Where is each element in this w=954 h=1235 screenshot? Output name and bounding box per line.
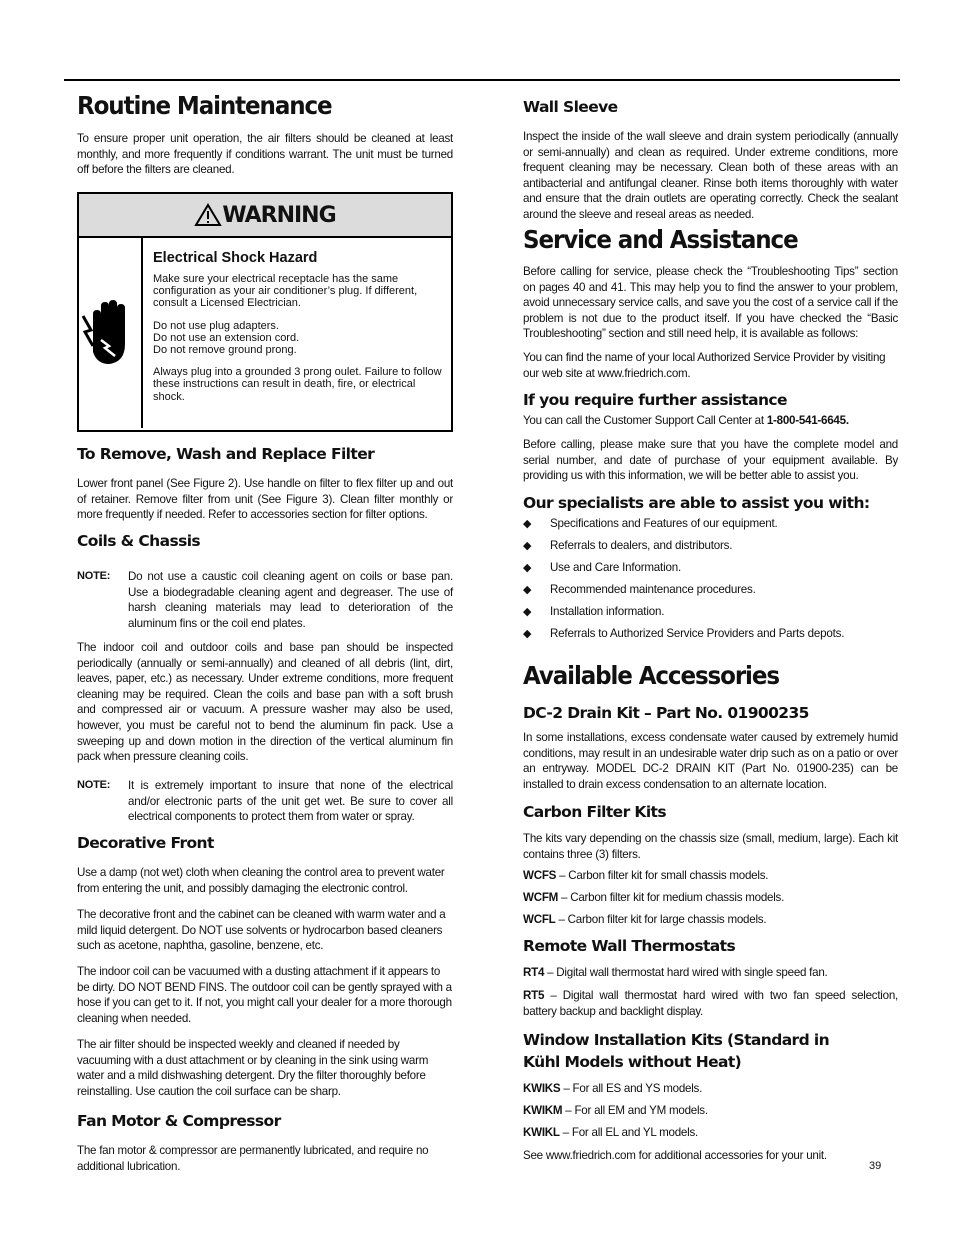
specialists-heading: Our specialists are able to assist you with: — [523, 494, 870, 512]
list-item — [523, 623, 898, 645]
wcfl-line — [523, 912, 766, 928]
page-number: 39 — [869, 1160, 882, 1172]
warning-box — [77, 192, 453, 432]
shock-hand-icon — [79, 238, 143, 428]
rt5-text: – Digital wall thermostat hard wired with two fan speed selection, battery backup and backlight display. — [523, 989, 898, 1018]
decorative-text-2: The decorative front and the cabinet can be cleaned with warm water and a mild liquid detergent. Do NOT use solvents or hydrocarbon based cleaners such as acetone, naphtha, gasoline, benzene, etc. — [77, 908, 446, 953]
bullet-icon: ◆ — [523, 606, 532, 618]
kwikm-text: – For all EM and YM models. — [562, 1104, 708, 1117]
rt4-text: – Digital wall thermostat hard wired with single speed fan. — [544, 966, 828, 979]
wcfm-code: WCFM — [523, 891, 559, 904]
list-item — [523, 579, 898, 601]
warning-header — [79, 194, 451, 238]
coils-note-2 — [77, 778, 453, 825]
list-item-text: Referrals to dealers, and distributors. — [550, 539, 733, 552]
bullet-icon: ◆ — [523, 540, 532, 552]
note-text: Do not use a caustic coil cleaning agent on coils or base pan. Use a biodegradable cleaning agent and degreaser. The use of harsh cleaning materials may lead to deterioration of the aluminum fins or the coil end plates. — [128, 570, 453, 630]
rt5-code: RT5 — [523, 989, 545, 1002]
note-text: It is extremely important to insure that none of the electrical and/or electronic parts of the unit get wet. Be sure to cover all electrical components to protect them from water or spray. — [128, 779, 453, 824]
routine-intro: To ensure proper unit operation, the air filters should be cleaned at least monthly, and more frequently if conditions warrant. The unit must be turned off before the filters are cleaned. — [77, 132, 453, 177]
wcfs-code: WCFS — [523, 869, 557, 882]
specialists-list — [523, 513, 898, 645]
kwiks-code: KWIKS — [523, 1082, 561, 1095]
before-calling-text: Before calling, please make sure that you have the complete model and serial number, and date of purchase of your equipment available. By providing us with this information, we will be better able to assist you. — [523, 438, 898, 483]
see-website-text: See www.friedrich.com for additional accessories for your unit. — [523, 1149, 827, 1162]
kwiks-text: – For all ES and YS models. — [560, 1082, 703, 1095]
wcfl-code: WCFL — [523, 913, 556, 926]
decorative-text-3: The indoor coil can be vacuumed with a dusting attachment if it appears to be dirty. DO NOT BEND FINS. The outdoor coil can be gently sprayed with a hose if you can get to it. If not, you might call your dealer for a more thorough cleaning when needed. — [77, 965, 452, 1025]
service-text-1: Before calling for service, please check the “Troubleshooting Tips” section on pages 40 and 41. This may help you to find the answer to your problem, avoid unnecessary service calls, and save you the cost of a service call if the problem is not due to the product itself. If you have checked the “Basic Troubleshooting” section and still need help, it is available as follows: — [523, 265, 898, 341]
bullet-icon: ◆ — [523, 628, 532, 640]
accessories-title: Available Accessories — [523, 661, 779, 690]
kwiks-line — [523, 1081, 702, 1097]
bullet-icon: ◆ — [523, 584, 532, 596]
wcfs-line — [523, 868, 768, 884]
decorative-text-4: The air filter should be inspected weekly and cleaned if needed by vacuuming with a dust attachment or by cleaning in the sink using warm water and a mild dishwashing detergent. Dry the filter thoroughly before reinstalling. Use caution the coil surface can be sharp. — [77, 1038, 429, 1098]
service-title: Service and Assistance — [523, 225, 798, 254]
kwikm-line — [523, 1103, 708, 1119]
list-item-text: Specifications and Features of our equipment. — [550, 517, 778, 530]
service-text-2: You can find the name of your local Authorized Service Provider by visiting our web site at www.friedrich.com. — [523, 351, 886, 380]
filter-text: Lower front panel (See Figure 2). Use handle on filter to flex filter up and out of retainer. Remove filter from unit (See Figure 3). Clean filter monthly or more frequently if needed. Refer to accessories section for filter options. — [77, 477, 453, 522]
kwikm-code: KWIKM — [523, 1104, 563, 1117]
rt4-line — [523, 965, 898, 981]
list-item-text: Installation information. — [550, 605, 665, 618]
wall-sleeve-text: Inspect the inside of the wall sleeve and drain system periodically (annually or semi-annually) and clean as required. Under extreme conditions, more frequent cleaning may be necessary. Clean both of these areas with an antibacterial and antifungal cleaner. Rinse both items thoroughly with water and ensure that the drain outlets are operating correctly. Check the sealant around the sleeve and reseal areas as needed. — [523, 130, 898, 221]
thermostats-heading: Remote Wall Thermostats — [523, 937, 736, 955]
dc2-text: In some installations, excess condensate water caused by extremely humid conditions, may result in an undesirable water drip such as on a patio or over an entryway. MODEL DC-2 DRAIN KIT (Part No. 01900-235) can be installed to drain excess condensation to an alternate location. — [523, 731, 898, 791]
rt4-code: RT4 — [523, 966, 545, 979]
bullet-icon: ◆ — [523, 518, 532, 530]
further-text: You can call the Customer Support Call Center at — [523, 414, 767, 427]
coils-note-1 — [77, 569, 453, 631]
list-item — [523, 535, 898, 557]
decorative-heading: Decorative Front — [77, 834, 214, 852]
wall-sleeve-heading: Wall Sleeve — [523, 98, 618, 116]
list-item-text: Referrals to Authorized Service Providers and Parts depots. — [550, 627, 845, 640]
warning-triangle-icon — [194, 203, 222, 227]
fan-text: The fan motor & compressor are permanently lubricated, and require no additional lubrication. — [77, 1144, 429, 1173]
coils-heading: Coils & Chassis — [77, 532, 201, 550]
routine-maintenance-title: Routine Maintenance — [77, 91, 332, 120]
coils-text: The indoor coil and outdoor coils and base pan should be inspected periodically (annually or semi-annually) and cleaned of all debris (lint, dirt, leaves, paper, etc.) as necessary. Under extreme conditions, more frequent cleaning may be required. Clean the coils and base pan with a soft brush and compressed air or vacuum. A pressure washer may also be used, however, you must be careful not to bend the aluminum fin pack. Use a sweeping up and down motion in the direction of the vertical aluminum fin pack when pressure cleaning coils. — [77, 641, 453, 764]
warning-label: WARNING — [222, 202, 336, 228]
dc2-heading: DC-2 Drain Kit – Part No. 01900235 — [523, 704, 809, 722]
kwikl-text: – For all EL and YL models. — [559, 1126, 698, 1139]
kwikl-code: KWIKL — [523, 1126, 560, 1139]
note-label: NOTE: — [77, 570, 111, 582]
phone-number: 1-800-541-6645. — [766, 414, 849, 427]
fan-heading: Fan Motor & Compressor — [77, 1112, 281, 1130]
warning-text-3: Always plug into a grounded 3 prong oulet. Failure to follow these instructions can result in death, fire, or electrical shock. — [153, 366, 442, 403]
warning-text-2a: Do not use plug adapters. — [153, 319, 279, 332]
hazard-title: Electrical Shock Hazard — [153, 250, 318, 266]
bullet-icon: ◆ — [523, 562, 532, 574]
list-item-text: Use and Care Information. — [550, 561, 681, 574]
wcfl-text: – Carbon filter kit for large chassis models. — [555, 913, 767, 926]
warning-text-2c: Do not remove ground prong. — [153, 344, 297, 357]
list-item — [523, 601, 898, 623]
list-item-text: Recommended maintenance procedures. — [550, 583, 756, 596]
wcfm-line — [523, 890, 784, 906]
rt5-line — [523, 988, 898, 1019]
further-assistance-text — [523, 413, 898, 429]
warning-text-1: Make sure your electrical receptacle has the same configuration as your air conditioner’s plug. If different, consult a Licensed Electrician. — [153, 273, 418, 310]
carbon-text: The kits vary depending on the chassis size (small, medium, large). Each kit contains three (3) filters. — [523, 832, 898, 861]
list-item — [523, 513, 898, 535]
wcfm-text: – Carbon filter kit for medium chassis models. — [558, 891, 785, 904]
decorative-text-1: Use a damp (not wet) cloth when cleaning the control area to prevent water from entering the unit, and possibly damaging the electronic control. — [77, 866, 445, 895]
kwikl-line — [523, 1125, 698, 1141]
warning-text-2b: Do not use an extension cord. — [153, 331, 300, 344]
filter-heading: To Remove, Wash and Replace Filter — [77, 445, 375, 463]
list-item — [523, 557, 898, 579]
window-kits-heading: Window Installation Kits (Standard in Kühl Models without Heat) — [523, 1031, 830, 1071]
wcfs-text: – Carbon filter kit for small chassis models. — [556, 869, 769, 882]
carbon-heading: Carbon Filter Kits — [523, 803, 666, 821]
note-label: NOTE: — [77, 779, 111, 791]
further-assistance-heading: If you require further assistance — [523, 391, 787, 409]
top-rule — [64, 79, 900, 81]
